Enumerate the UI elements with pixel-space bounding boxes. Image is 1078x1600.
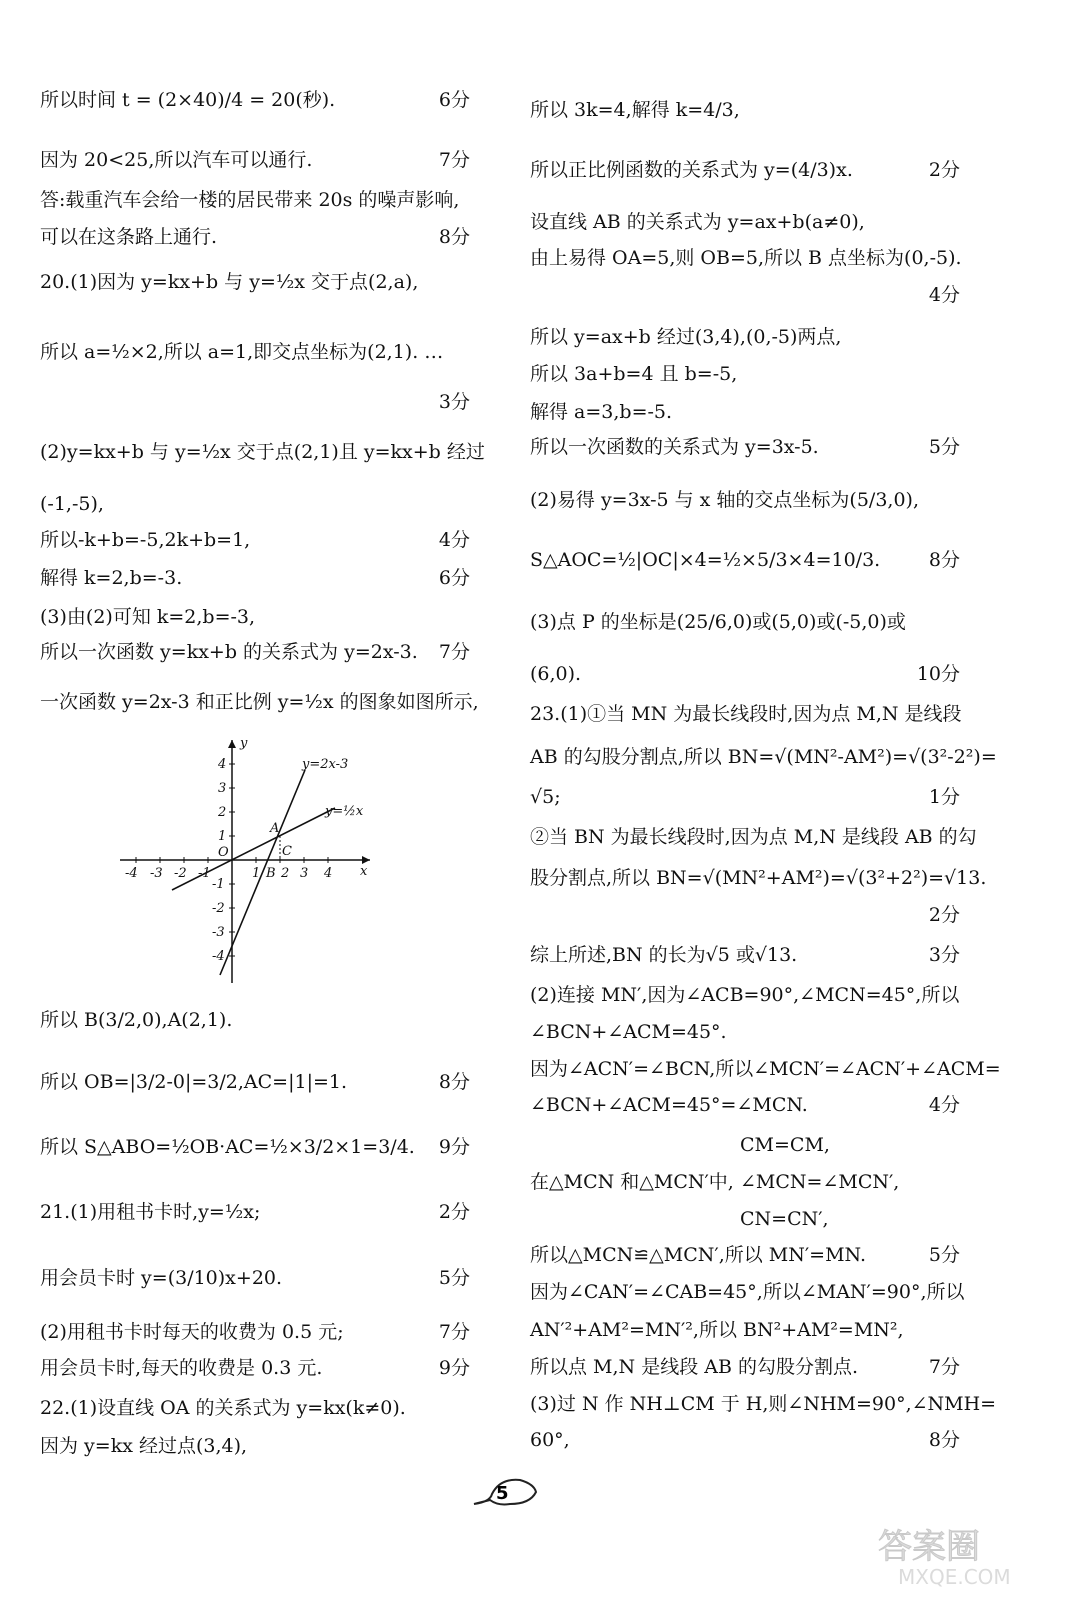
right-line: 综上所述,BN 的长为√5 或√13.: [530, 944, 798, 966]
watermark-logo: [868, 1520, 1068, 1590]
svg-text:3: 3: [218, 781, 227, 796]
right-line: √5;: [530, 786, 561, 808]
left-line: (3)由(2)可知 k=2,b=-3,: [40, 606, 256, 628]
svg-text:答案圈: 答案圈: [878, 1527, 980, 1567]
svg-text:y=2x-3: y=2x-3: [302, 757, 349, 772]
left-line: 所以 S△ABO=½OB·AC=½×3/2×1=3/4.: [40, 1136, 415, 1158]
score-mark: 2分: [928, 904, 960, 926]
score-mark: 4分: [928, 1094, 960, 1116]
left-line: 用会员卡时,每天的收费是 0.3 元.: [40, 1357, 323, 1379]
left-line: 可以在这条路上通行.: [40, 226, 218, 248]
score-mark: 7分: [438, 1321, 470, 1343]
score-mark: 8分: [438, 1071, 470, 1093]
right-line: 23.(1)①当 MN 为最长线段时,因为点 M,N 是线段: [530, 703, 962, 725]
score-mark: 1分: [928, 786, 960, 808]
left-line: (-1,-5),: [40, 493, 104, 515]
left-line: 所以 a=½×2,所以 a=1,即交点坐标为(2,1). …: [40, 341, 444, 363]
left-line: 一次函数 y=2x-3 和正比例 y=½x 的图象如图所示,: [40, 691, 479, 713]
score-mark: 8分: [438, 226, 470, 248]
right-line: AN′²+AM²=MN′²,所以 BN²+AM²=MN²,: [530, 1319, 904, 1341]
svg-text:1: 1: [252, 866, 261, 881]
right-line: (3)点 P 的坐标是(25/6,0)或(5,0)或(-5,0)或: [530, 611, 906, 633]
svg-text:4: 4: [218, 757, 227, 772]
right-line: 所以正比例函数的关系式为 y=(4/3)x.: [530, 159, 853, 181]
svg-text:y=½x: y=½x: [325, 804, 364, 819]
score-mark: 5分: [928, 436, 960, 458]
right-line: 股分割点,所以 BN=√(MN²+AM²)=√(3²+2²)=√13.: [530, 867, 987, 889]
svg-text:2: 2: [218, 805, 227, 820]
left-line: 答:载重汽车会给一楼的居民带来 20s 的噪声影响,: [40, 189, 460, 211]
score-mark: 5分: [928, 1244, 960, 1266]
right-line: CN=CN′,: [740, 1208, 829, 1230]
right-line: 所以一次函数的关系式为 y=3x-5.: [530, 436, 819, 458]
left-line: 所以-k+b=-5,2k+b=1,: [40, 529, 251, 551]
right-line: ∠BCN+∠ACM=45°=∠MCN.: [530, 1094, 808, 1116]
svg-text:-2: -2: [174, 866, 187, 881]
left-line: 因为 20<25,所以汽车可以通行.: [40, 149, 313, 171]
score-mark: 6分: [438, 89, 470, 111]
right-line: 由上易得 OA=5,则 OB=5,所以 B 点坐标为(0,-5).: [530, 247, 962, 269]
page-number-leaf: [470, 1474, 540, 1510]
right-line: (3)过 N 作 NH⊥CM 于 H,则∠NHM=90°,∠NMH=: [530, 1393, 997, 1415]
right-line: (2)连接 MN′,因为∠ACB=90°,∠MCN=45°,所以: [530, 984, 960, 1006]
left-line: 所以时间 t = (2×40)/4 = 20(秒).: [40, 89, 336, 111]
left-line: 22.(1)设直线 OA 的关系式为 y=kx(k≠0).: [40, 1397, 406, 1419]
svg-text:1: 1: [218, 829, 227, 844]
score-mark: 8分: [928, 549, 960, 571]
right-line: 因为∠ACN′=∠BCN,所以∠MCN′=∠ACN′+∠ACM=: [530, 1058, 1001, 1080]
left-line: 21.(1)用租书卡时,y=½x;: [40, 1201, 261, 1223]
right-line: (6,0).: [530, 663, 582, 685]
left-line: 所以 OB=|3/2-0|=3/2,AC=|1|=1.: [40, 1071, 348, 1093]
score-mark: 6分: [438, 567, 470, 589]
svg-text:C: C: [282, 844, 292, 859]
left-line: (2)y=kx+b 与 y=½x 交于点(2,1)且 y=kx+b 经过: [40, 441, 485, 463]
svg-text:-4: -4: [212, 949, 225, 964]
score-mark: 7分: [438, 149, 470, 171]
score-mark: 7分: [928, 1356, 960, 1378]
right-line: (2)易得 y=3x-5 与 x 轴的交点坐标为(5/3,0),: [530, 489, 919, 511]
score-mark: 5分: [438, 1267, 470, 1289]
svg-text:5: 5: [496, 1483, 509, 1504]
svg-text:4: 4: [324, 866, 333, 881]
left-line: 20.(1)因为 y=kx+b 与 y=½x 交于点(2,a),: [40, 271, 419, 293]
right-line: 所以 y=ax+b 经过(3,4),(0,-5)两点,: [530, 326, 842, 348]
function-graph: [120, 735, 380, 985]
right-line: 60°,: [530, 1429, 570, 1451]
left-line: 因为 y=kx 经过点(3,4),: [40, 1435, 248, 1457]
right-line: 所以△MCN≌△MCN′,所以 MN′=MN.: [530, 1244, 866, 1266]
svg-text:y: y: [240, 736, 248, 751]
score-mark: 2分: [438, 1201, 470, 1223]
left-line: 解得 k=2,b=-3.: [40, 567, 183, 589]
score-mark: 3分: [438, 391, 470, 413]
right-line: CM=CM,: [740, 1134, 830, 1156]
left-line: 所以 B(3/2,0),A(2,1).: [40, 1009, 233, 1031]
right-line: ∠MCN=∠MCN′,: [740, 1171, 900, 1193]
svg-text:MXQE.COM: MXQE.COM: [898, 1565, 1011, 1589]
right-line: 所以 3a+b=4 且 b=-5,: [530, 363, 738, 385]
left-line: (2)用租书卡时每天的收费为 0.5 元;: [40, 1321, 344, 1343]
right-line: 所以点 M,N 是线段 AB 的勾股分割点.: [530, 1356, 859, 1378]
svg-text:3: 3: [300, 866, 309, 881]
score-mark: 7分: [438, 641, 470, 663]
score-mark: 9分: [438, 1357, 470, 1379]
left-line: 所以一次函数 y=kx+b 的关系式为 y=2x-3.: [40, 641, 418, 663]
svg-text:-3: -3: [150, 866, 163, 881]
svg-text:2: 2: [281, 866, 290, 881]
svg-text:A: A: [270, 821, 280, 836]
score-mark: 10分: [916, 663, 960, 685]
score-mark: 8分: [928, 1429, 960, 1451]
score-mark: 4分: [928, 284, 960, 306]
left-line: 用会员卡时 y=(3/10)x+20.: [40, 1267, 283, 1289]
svg-text:-1: -1: [212, 877, 225, 892]
right-line: ∠BCN+∠ACM=45°.: [530, 1021, 727, 1043]
score-mark: 9分: [438, 1136, 470, 1158]
right-line: 因为∠CAN′=∠CAB=45°,所以∠MAN′=90°,所以: [530, 1281, 965, 1303]
svg-text:-1: -1: [198, 866, 211, 881]
right-line: ②当 BN 为最长线段时,因为点 M,N 是线段 AB 的勾: [530, 826, 977, 848]
svg-text:B: B: [266, 866, 276, 881]
right-line: 解得 a=3,b=-5.: [530, 401, 673, 423]
svg-text:x: x: [360, 864, 368, 879]
right-line: S△AOC=½|OC|×4=½×5/3×4=10/3.: [530, 549, 881, 571]
right-line: 在△MCN 和△MCN′中,: [530, 1171, 734, 1193]
svg-text:-3: -3: [212, 925, 225, 940]
svg-text:-4: -4: [125, 866, 138, 881]
right-line: 所以 3k=4,解得 k=4/3,: [530, 99, 740, 121]
score-mark: 3分: [928, 944, 960, 966]
score-mark: 2分: [928, 159, 960, 181]
right-line: AB 的勾股分割点,所以 BN=√(MN²-AM²)=√(3²-2²)=: [530, 746, 997, 768]
right-line: 设直线 AB 的关系式为 y=ax+b(a≠0),: [530, 211, 865, 233]
svg-text:O: O: [218, 845, 229, 860]
score-mark: 4分: [438, 529, 470, 551]
svg-text:-2: -2: [212, 901, 225, 916]
